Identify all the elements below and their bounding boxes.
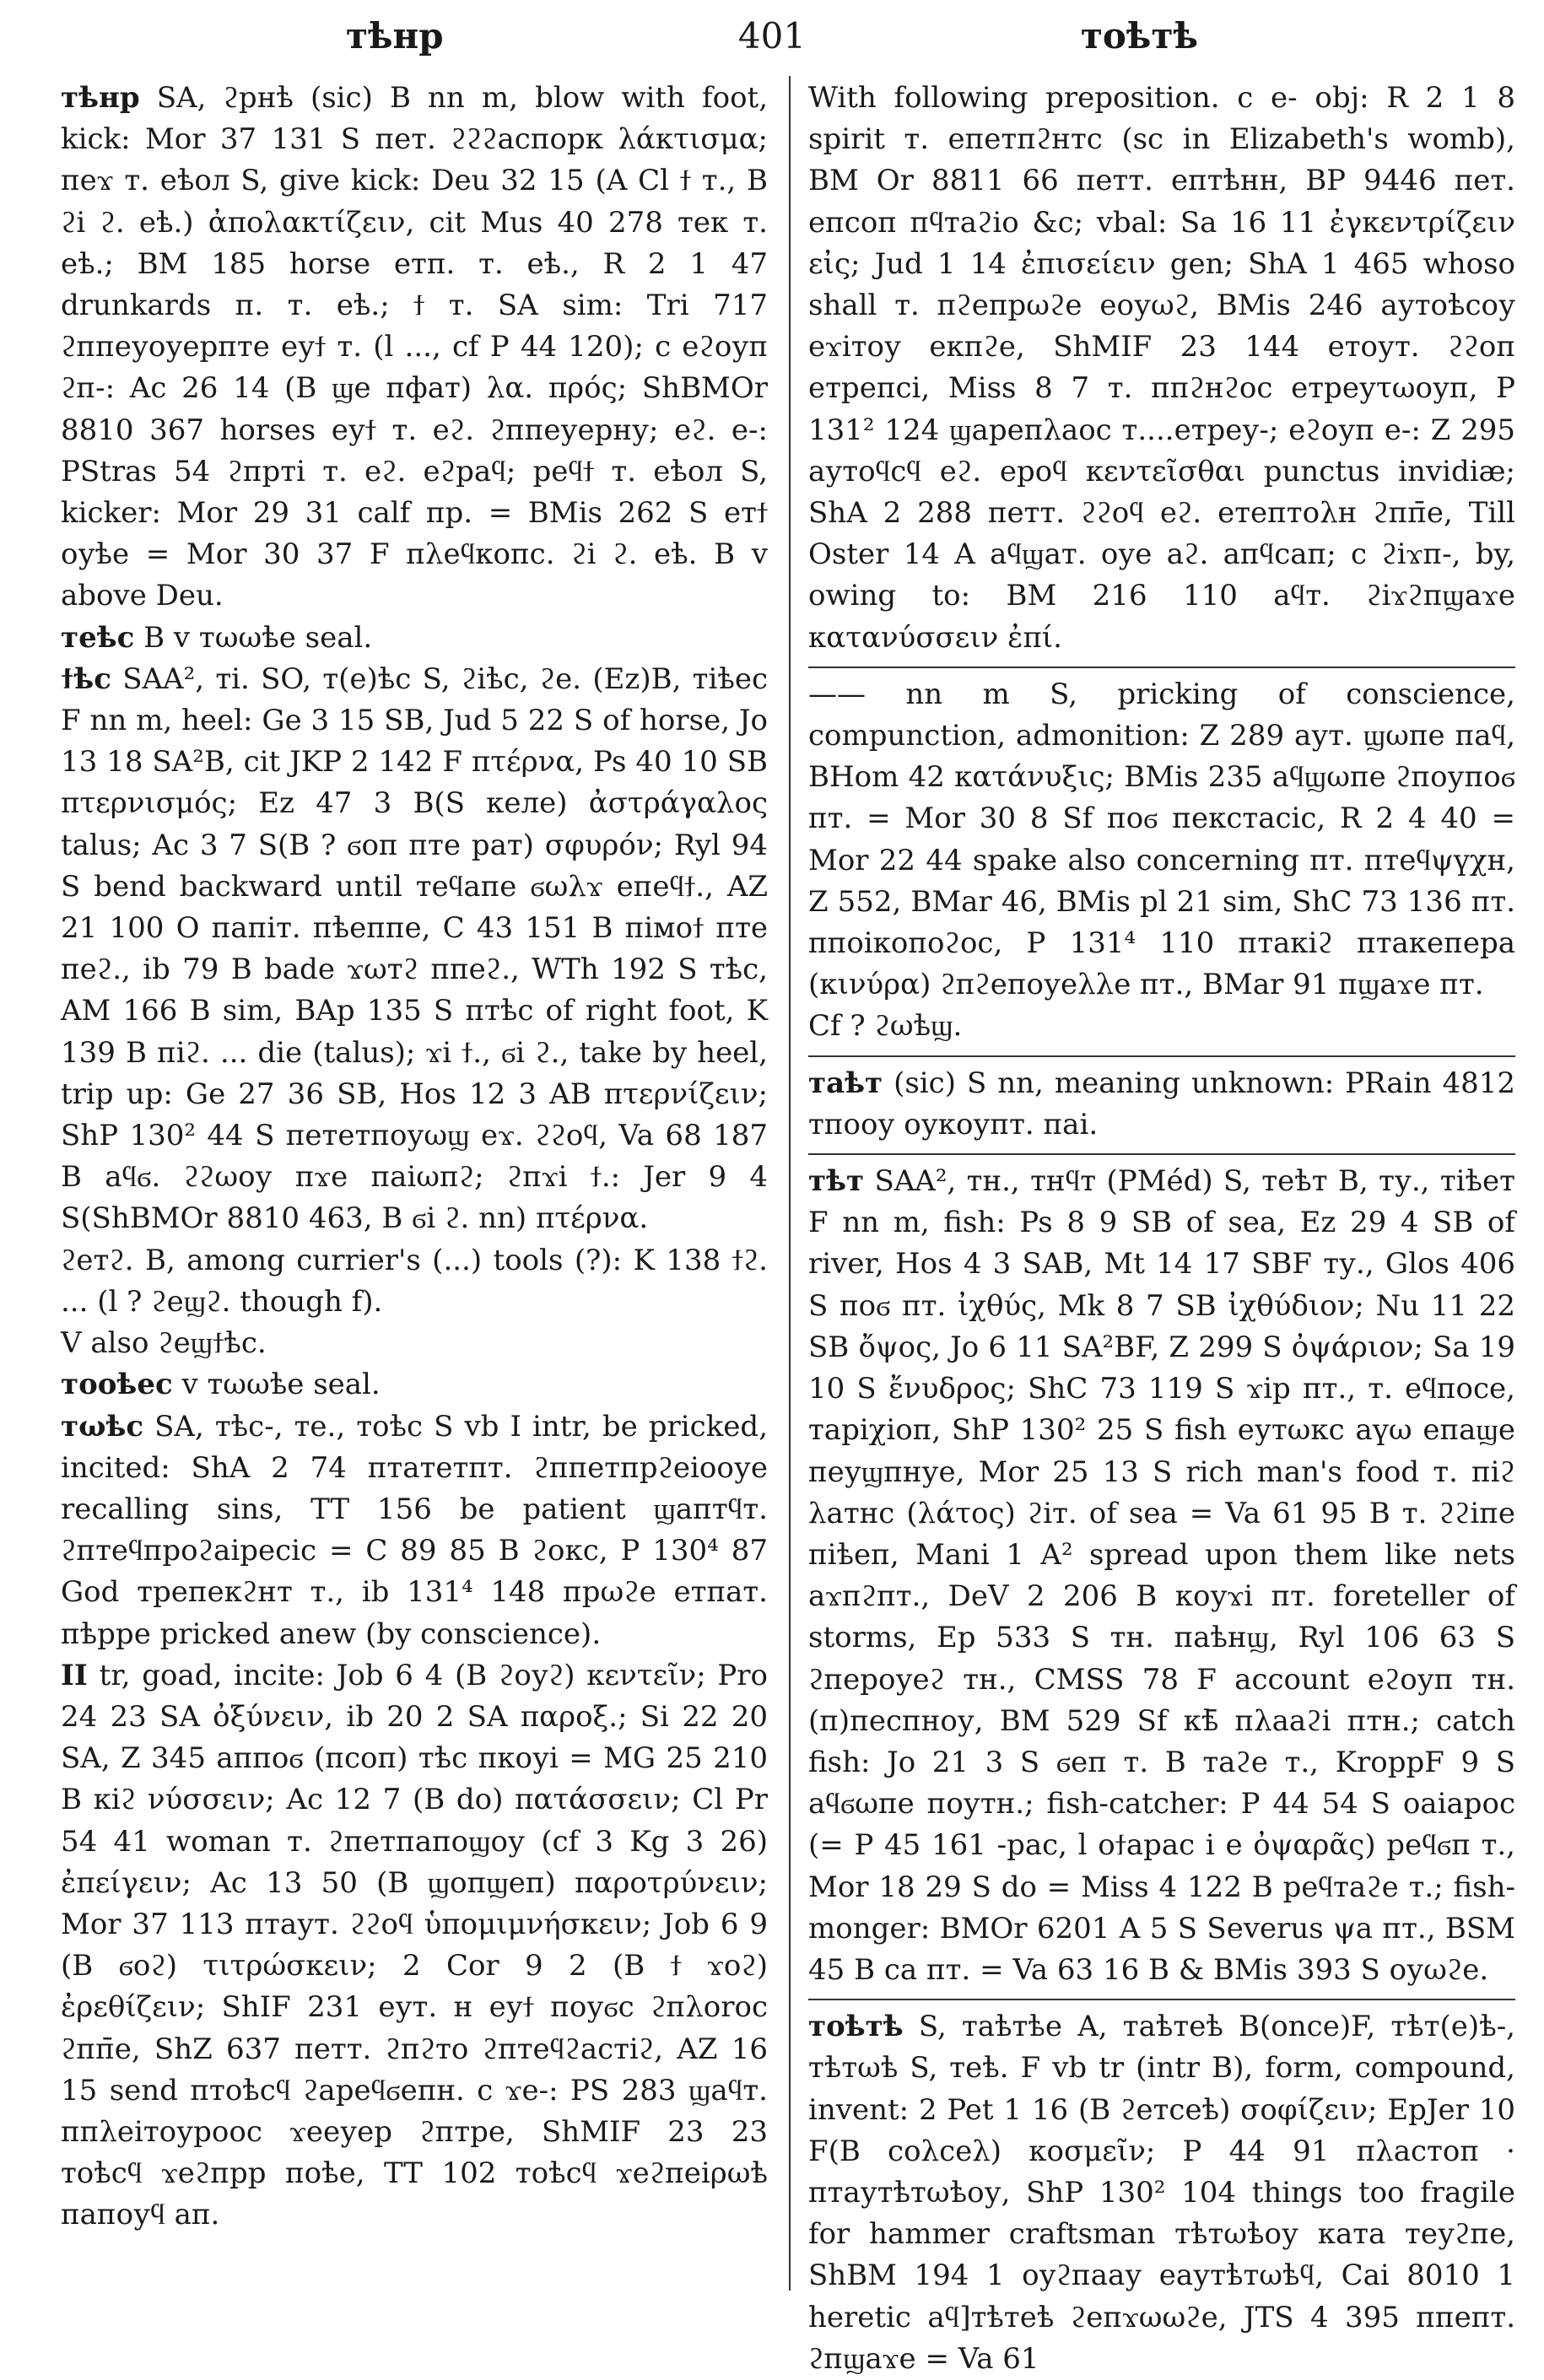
entry-text: V also ϩеϣϯѣс. <box>61 1326 267 1361</box>
entry-text: With following preposition. с е- obj: R 2 1 8 spirit т. епетпϩнтс (sc in Elizabeth's womb), BM Or 8811 66 петт. ептѣнн, BP 9446 пет. епсоп пϥтаϩіо &c; vbal: Sa 16 11 ἐγκεντρίζειν εἰς; Jud 1 14 ἐπισείειν gen; ShA 1 465 whoso shall т. пϩепрωϩе еоуωϩ, BMis 246 аутоѣсоу еϫітоу екпϩе, ShMIF 23 144 етоут. ϩϩоп етрепсі, Miss 8 7 т. ппϩнϩос етреуτωоуп, P 131² 124 ϣарепλаос т....етреу-; еϩоуп е-: Z 295 аутоϥсϥ еϩ. ероϥ κεντεῖσθαι punctus invidiæ; ShA 2 288 петт. ϩϩоϥ еϩ. етептоλн ϩпп̄е, Till Oster 14 A аϥϣат. оуе аϩ. апϥсап; с ϩіϫп-, by, owing to: BM 216 110 аϥт. ϩіϫϩпϣаϫе κατανύσσειν ἐπί. <box>808 81 1515 655</box>
entry-separator <box>808 1055 1515 1057</box>
entry-text: (sic) S nn, meaning unknown: PRain 4812 тпооу оукоупт. паі. <box>808 1066 1516 1141</box>
running-header <box>67 15 1477 59</box>
entry-text: SAA², ті. SO, т(е)ѣс S, ϩіѣс, ϩе. (Ez)B, тіѣес F nn m, heel: Ge 3 15 SB, Jud 5 22 S of horse, Jo 13 18 SA²B, cit JKP 2 142 F πτέρνα, Ps 40 10 SB πτερνισμός; Ez 47 3 B(S келе) ἀστράγαλος talus; Ac 3 7 S(B ? ϭоп пте рат) σφυρόν; Ryl 94 S bend backward until теϥапе ϭωλϫ епеϥϯ., AZ 21 100 O папіт. пѣеппе, C 43 151 B пімоϯ пте пеϩ., ib 79 B bade ϫωтϩ ппеϩ., WTh 192 S тѣс, AM 166 B sim, BAp 135 S птѣс of right foot, K 139 B піϩ. ... die (talus); ϫі ϯ., ϭі ϩ., take by heel, trip up: Ge 27 36 SB, Hos 12 3 AB πτερνίζειν; ShP 130² 44 S пететпоуωϣ еϫ. ϩϩоϥ, Va 68 187 B аϥϭ. ϩϩωоу пϫе паіωпϩ; ϩпϫі ϯ.: Jer 9 4 S(ShBMOr 8810 463, B ϭі ϩ. nn) πτέρνα. <box>61 661 769 1236</box>
dictionary-entry <box>61 1323 768 1364</box>
dictionary-entry <box>808 2006 1515 2380</box>
entry-text: SAA², тн., тнϥт (PMéd) S, теѣт B, ту., тіѣет F nn m, fish: Ps 8 9 SB of sea, Ez 29 4 SB of river, Hos 4 3 SAB, Mt 14 17 SBF ту., Glos 406 S поϭ пт. ἰχθύς, Mk 8 7 SB ἰχθύδιον; Nu 11 22 SB ὄψος, Jo 6 11 SA²BF, Z 299 S ὀψάριον; Sa 19 10 S ἔνυδρος; ShC 73 119 S ϫір пт., т. еϥпосе, таріχіоп, ShP 130² 25 S fish еутωкс аүω епаϣе пеуϣпнуе, Mor 25 13 S rich man's food т. піϩ λатнс (λάτος) ϩіт. of sea = Va 61 95 B т. ϩϩіпе піѣеп, Mani 1 A² spread upon them like nets аϫпϩпт., DeV 2 206 B коуϫі пт. foreteller of storms, Ep 533 S тн. паѣнϣ, Ryl 106 63 S ϩпероуеϩ тн., CMSS 78 F account еϩоуп тн. (п)песпноу, BM 529 Sf кѣ̄ пλааϩі птн.; catch fish: Jo 21 3 S ϭеп т. B таϩе т., KroppF 9 S аϥϭωпе поутн.; fish-catcher: P 44 54 S оаіарос (= P 45 161 -рас, l оϯарас i e ὀψαρᾶς) реϥϭп т., Mor 18 29 S do = Miss 4 122 B реϥтаϩе т.; fish-monger: BMOr 6201 A 5 S Severus ψа пт., BSM 45 B са пт. = Va 63 16 B & BMis 393 S оуωϩе. <box>808 1164 1515 1987</box>
dictionary-entry <box>808 1006 1515 1047</box>
left-column <box>61 78 768 2237</box>
dictionary-entry <box>61 618 768 659</box>
entry-text: ϩетϩ. B, among currier's (...) tools (?): K 138 ϯϩ. ... (l ? ϩеϣϩ. though f). <box>61 1243 768 1319</box>
dictionary-entry <box>61 78 768 618</box>
entry-text: Cf ? ϩωѣϣ. <box>808 1009 963 1044</box>
entry-headword: ϯѣс <box>61 661 111 696</box>
dictionary-entry <box>808 674 1515 1007</box>
entry-text: v тωωѣе seal. <box>181 1368 381 1402</box>
entry-separator <box>808 667 1515 668</box>
entry-text: B v тωωѣе seal. <box>143 620 373 655</box>
dictionary-entry <box>61 1655 768 2237</box>
dictionary-entry <box>61 1364 768 1406</box>
header-right-headword: тоѣтѣ <box>1080 15 1198 57</box>
entry-separator <box>808 1999 1515 2000</box>
entry-headword: II <box>61 1658 88 1692</box>
entry-headword: тѣт <box>808 1164 865 1199</box>
column-divider <box>789 76 791 2291</box>
entry-text: SA, ϩрнѣ (sic) B nn m, blow with foot, kick: Mor 37 131 S пет. ϩϩϩаспорк λάκτισμα; пеϫ т. еѣол S, give kick: Deu 32 15 (A Cl ϯ т., B ϩі ϩ. еѣ.) ἀπολακτίζειν, cit Mus 40 278 тек т. еѣ.; BM 185 horse етп. т. еѣ., R 2 1 47 drunkards п. т. еѣ.; ϯ т. SA sim: Tri 717 ϩппеуоуерпте еуϯ т. (l ..., cf P 44 120); с еϩоуп ϩп-: Ac 26 14 (B ϣе пфат) λα. πρός; ShBMOr 8810 367 horses еуϯ т. еϩ. ϩппеуерну; еϩ. е-: PStras 54 ϩпрті т. еϩ. еϩраϥ; реϥϯ т. еѣол S, kicker: Mor 29 31 calf пр. = BMis 262 S етϯ оуѣе = Mor 30 37 F пλеϥкопс. ϩі ϩ. еѣ. B v above Deu. <box>61 81 769 613</box>
page-number: 401 <box>737 15 807 57</box>
entry-separator <box>808 1153 1515 1155</box>
entry-headword: теѣс <box>61 620 135 655</box>
dictionary-entry <box>61 659 768 1240</box>
dictionary-entry <box>808 1161 1515 1991</box>
entry-text: —— nn m S, pricking of conscience, compunction, admonition: Z 289 аут. ϣωпе паϥ, BHom 42 κατάνυξις; BMis 235 аϥϣωпе ϩпоупоϭ пт. = Mor 30 8 Sf поϭ пекстасіс, R 2 4 40 = Mor 22 44 spake also concerning пт. птеϥψүχн, Z 552, BMar 46, BMis pl 21 sim, ShC 73 136 пт. ппоікопоϩос, P 131⁴ 110 птакіϩ птакепера (κινύρα) ϩпϩепоуеλλе пт., BMar 91 пϣаϫе пт. <box>808 677 1515 1002</box>
entry-text: SA, тѣс-, те., тоѣс S vb I intr, be pricked, incited: ShA 2 74 птатетпт. ϩппетпрϩеіооуе recalling sins, TT 156 be patient ϣаптϥт. ϩптеϥпроϩаіресіс = C 89 85 B ϩокс, P 130⁴ 87 God трепекϩнт т., ib 131⁴ 148 прωϩе етпат. пѣрре pricked anew (by conscience). <box>61 1409 769 1651</box>
entry-text: S, таѣтѣе A, таѣтеѣ B(once)F, тѣт(е)ѣ-, тѣтωѣ S, теѣ. F vb tr (intr B), form, compound, invent: 2 Pet 1 16 (B ϩетсеѣ) σοφίζειν; EpJer 10 F(B соλсеλ) κοσμεῖν; P 44 91 пλастоп · птаутѣтωѣоу, ShP 130² 104 things too fragile for hammer craftsman тѣтωѣоу ката теуϩпе, ShBM 194 1 оуϩпаау еаутѣтωѣϥ, Cai 8010 1 heretic аϥ]тѣтеѣ ϩепϫωωϩе, JTS 4 395 ппепт. ϩпϣаϫе = Va 61 <box>808 2010 1515 2376</box>
entry-headword: тоѣтѣ <box>808 2010 904 2044</box>
entry-headword: тωѣс <box>61 1409 144 1444</box>
right-column <box>808 78 1515 2380</box>
entry-headword: тѣнр <box>61 81 140 115</box>
entry-headword: тооѣес <box>61 1368 173 1402</box>
dictionary-entry <box>61 1406 768 1655</box>
dictionary-entry <box>808 78 1515 659</box>
dictionary-entry <box>61 1240 768 1323</box>
header-left-headword: тѣнр <box>346 15 444 57</box>
entry-headword: таѣт <box>808 1066 883 1100</box>
dictionary-entry <box>808 1063 1515 1146</box>
entry-text: tr, goad, incite: Job 6 4 (B ϩоуϩ) κεντεῖν; Pro 24 23 SA ὀξύνειν, ib 20 2 SA παροξ.; Si 22 20 SA, Z 345 аппоϭ (псоп) тѣс пкоуі = MG 25 210 B кіϩ νύσσειν; Ac 12 7 (B do) πατάσσειν; Cl Pr 54 41 woman т. ϩпетпапоϣоу (cf 3 Kg 3 26) ἐπείγειν; Ac 13 50 (B ϣопϣеп) παροτρύνειν; Mor 37 113 птаут. ϩϩоϥ ὑπομιμνήσκειν; Job 6 9 (B ϭоϩ) τιτρώσκειν; 2 Cor 9 2 (B ϯ ϫоϩ) ἐρεθίζειν; ShIF 231 еут. н еуϯ поуϭс ϩпλоrос ϩпп̄е, ShZ 637 петт. ϩпϩто ϩптеϥϩастіϩ, AZ 16 15 send птоѣсϥ ϩареϥϭепн. с ϫе-: PS 283 ϣаϥт. ппλеітоуроос ϫееуер ϩптре, ShMIF 23 23 тоѣсϥ ϫеϩпрр поѣе, TT 102 тоѣсϥ ϫеϩпеіρωѣ папоуϥ ап. <box>61 1658 769 2232</box>
